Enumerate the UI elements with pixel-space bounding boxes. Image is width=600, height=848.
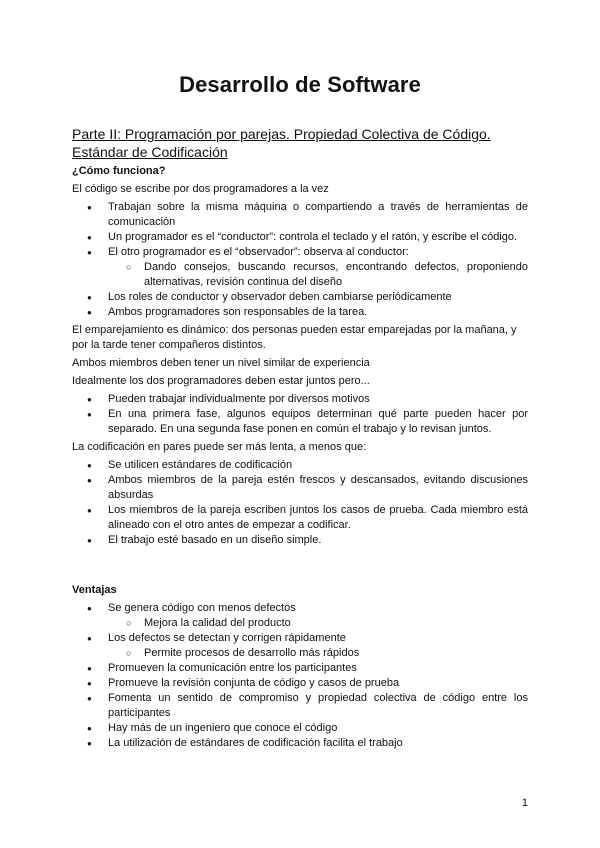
- section-subtitle: Parte II: Programación por parejas. Propiedad Colectiva de Código. Estándar de Codificación: [72, 126, 491, 160]
- sub-list-item: ○ Permite procesos de desarrollo más rápidos: [108, 646, 528, 661]
- como-funciona-list: [72, 200, 528, 320]
- sub-list-item: ○ Mejora la calidad del producto: [108, 616, 528, 631]
- list-item-text: El otro programador es el “observador”: observa al conductor:: [108, 246, 409, 258]
- nivel-paragraph: Ambos miembros deben tener un nivel similar de experiencia: [72, 357, 370, 369]
- sub-list: [108, 646, 528, 661]
- sub-list: [108, 616, 528, 631]
- list-item: ● Hay más de un ingeniero que conoce el código: [72, 721, 528, 736]
- como-funciona-heading: ¿Cómo funciona?: [72, 165, 166, 177]
- ventajas-heading: Ventajas: [72, 584, 117, 596]
- section-spacer: [72, 551, 528, 583]
- list-item: ● Se utilicen estándares de codificación: [72, 458, 528, 473]
- ventajas-list: [72, 601, 528, 751]
- document-body: [72, 164, 528, 754]
- list-item: ● La utilización de estándares de codificación facilita el trabajo: [72, 736, 528, 751]
- list-item: ● El trabajo esté basado en un diseño simple.: [72, 533, 528, 548]
- list-item-text: Se genera código con menos defectos: [108, 602, 296, 614]
- lenta-list: [72, 458, 528, 548]
- document-title: Desarrollo de Software: [179, 72, 421, 97]
- list-item: ● Un programador es el “conductor”: controla el teclado y el ratón, y escribe el código.: [72, 230, 528, 245]
- list-item: [72, 601, 528, 631]
- sub-list: [108, 260, 528, 290]
- list-item: ● Ambos miembros de la pareja estén frescos y descansados, evitando discusiones absurdas: [72, 473, 528, 503]
- list-item: ● Trabajan sobre la misma máquina o compartiendo a través de herramientas de comunicación: [72, 200, 528, 230]
- emparejamiento-paragraph: El emparejamiento es dinámico: dos personas pueden estar emparejadas por la mañana, y por la tarde tener compañeros distintos.: [72, 324, 517, 351]
- list-item: ● Fomenta un sentido de compromiso y propiedad colectiva de código entre los participantes: [72, 691, 528, 721]
- list-item: ● Los roles de conductor y observador deben cambiarse periódicamente: [72, 290, 528, 305]
- list-item: [72, 631, 528, 661]
- list-item: [72, 245, 528, 290]
- list-item-text: Los defectos se detectan y corrigen rápidamente: [108, 632, 346, 644]
- lenta-paragraph: La codificación en pares puede ser más lenta, a menos que:: [72, 441, 367, 453]
- list-item: ● Los miembros de la pareja escriben juntos los casos de prueba. Cada miembro está alineado con el otro antes de empezar a codificar.: [72, 503, 528, 533]
- page-number: 1: [521, 797, 528, 809]
- list-item: ● Promueve la revisión conjunta de código y casos de prueba: [72, 676, 528, 691]
- list-item: ● Promueven la comunicación entre los participantes: [72, 661, 528, 676]
- juntos-paragraph: Idealmente los dos programadores deben estar juntos pero...: [72, 375, 370, 387]
- list-item: ● Ambos programadores son responsables de la tarea.: [72, 305, 528, 320]
- sub-list-item: ○ Dando consejos, buscando recursos, encontrando defectos, proponiendo alternativas, revisión continua del diseño: [108, 260, 528, 290]
- intro-paragraph: El código se escribe por dos programadores a la vez: [72, 183, 329, 195]
- juntos-list: [72, 392, 528, 437]
- list-item: ● En una primera fase, algunos equipos determinan qué parte pueden hacer por separado. En una segunda fase ponen en común el trabajo y lo revisan juntos.: [72, 407, 528, 437]
- list-item: ● Pueden trabajar individualmente por diversos motivos: [72, 392, 528, 407]
